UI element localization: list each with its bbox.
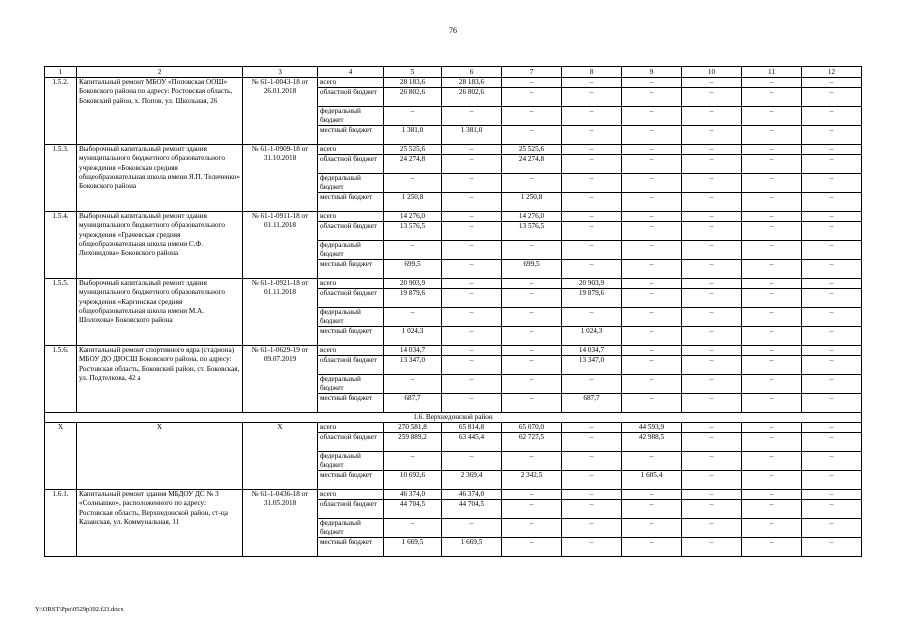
value-cell: 19 879,6 bbox=[562, 289, 622, 308]
value-cell: – bbox=[442, 107, 502, 126]
column-header: 3 bbox=[243, 67, 318, 78]
value-cell: – bbox=[742, 222, 802, 241]
value-cell: – bbox=[682, 279, 742, 289]
value-cell: – bbox=[802, 155, 862, 174]
value-cell: – bbox=[742, 260, 802, 279]
value-cell: 44 704,5 bbox=[384, 500, 442, 519]
value-cell: – bbox=[622, 241, 682, 260]
item-description: Капитальный ремонт МБОУ «Поповская ООШ» Боковского района по адресу: Ростовская область, Боковский район, х. Попов, ул. Школьная, 26 bbox=[77, 78, 243, 145]
item-doc-ref: № 61-1-0043-18 от 26.01.2018 bbox=[243, 78, 318, 145]
value-cell: – bbox=[682, 241, 742, 260]
value-cell: – bbox=[502, 279, 562, 289]
item-number: 1.5.3. bbox=[45, 145, 77, 212]
value-cell: 25 525,6 bbox=[384, 145, 442, 155]
value-cell: – bbox=[742, 375, 802, 394]
value-cell: – bbox=[442, 327, 502, 346]
value-cell: – bbox=[802, 212, 862, 222]
budget-label: всего bbox=[318, 279, 384, 289]
value-cell: – bbox=[802, 241, 862, 260]
column-header: 1 bbox=[45, 67, 77, 78]
value-cell: – bbox=[682, 327, 742, 346]
value-cell: – bbox=[742, 145, 802, 155]
value-cell: – bbox=[562, 519, 622, 538]
value-cell: – bbox=[742, 174, 802, 193]
value-cell: – bbox=[742, 308, 802, 327]
value-cell: – bbox=[682, 222, 742, 241]
value-cell: – bbox=[502, 356, 562, 375]
value-cell: – bbox=[682, 394, 742, 413]
value-cell: – bbox=[622, 394, 682, 413]
column-header: 12 bbox=[802, 67, 862, 78]
item-doc-ref: № 61-1-0909-18 от 31.10.2018 bbox=[243, 145, 318, 212]
budget-label: федеральный бюджет bbox=[318, 107, 384, 126]
value-cell: – bbox=[622, 356, 682, 375]
x-marker: Х bbox=[77, 423, 243, 490]
value-cell: – bbox=[562, 212, 622, 222]
item-number: 1.5.5. bbox=[45, 279, 77, 346]
table-row bbox=[45, 212, 862, 222]
value-cell: – bbox=[622, 174, 682, 193]
item-description: Выборочный капитальный ремонт здания муниципального бюджетного образовательного учреждения «Боковская средняя общеобразовательная школа имени Я.П. Теличенко» Боковского района bbox=[77, 145, 243, 212]
value-cell: – bbox=[442, 212, 502, 222]
value-cell: – bbox=[742, 155, 802, 174]
footer-path: Y:\ORST\Ppo\0529p392.f23.docx bbox=[35, 606, 124, 613]
value-cell: – bbox=[622, 145, 682, 155]
item-number: 1.5.6. bbox=[45, 346, 77, 413]
value-cell: – bbox=[802, 126, 862, 145]
value-cell: – bbox=[384, 375, 442, 394]
value-cell: – bbox=[742, 88, 802, 107]
column-header: 10 bbox=[682, 67, 742, 78]
budget-label: всего bbox=[318, 346, 384, 356]
value-cell: – bbox=[802, 88, 862, 107]
value-cell: – bbox=[442, 193, 502, 212]
value-cell: – bbox=[562, 241, 622, 260]
value-cell: – bbox=[682, 126, 742, 145]
value-cell: – bbox=[802, 471, 862, 490]
budget-label: местный бюджет bbox=[318, 126, 384, 145]
value-cell: – bbox=[622, 107, 682, 126]
value-cell: – bbox=[384, 519, 442, 538]
value-cell: 13 347,0 bbox=[562, 356, 622, 375]
budget-label: всего bbox=[318, 78, 384, 88]
budget-label: всего bbox=[318, 490, 384, 500]
value-cell: – bbox=[682, 500, 742, 519]
value-cell: 2 342,5 bbox=[502, 471, 562, 490]
value-cell: – bbox=[742, 433, 802, 452]
value-cell: – bbox=[502, 241, 562, 260]
value-cell: – bbox=[442, 145, 502, 155]
value-cell: 28 183,6 bbox=[384, 78, 442, 88]
budget-label: федеральный бюджет bbox=[318, 174, 384, 193]
value-cell: – bbox=[742, 279, 802, 289]
value-cell: – bbox=[502, 490, 562, 500]
value-cell: – bbox=[442, 346, 502, 356]
budget-label: местный бюджет bbox=[318, 394, 384, 413]
value-cell: – bbox=[622, 452, 682, 471]
value-cell: – bbox=[502, 308, 562, 327]
value-cell: – bbox=[622, 212, 682, 222]
value-cell: – bbox=[502, 519, 562, 538]
value-cell: 1 250,8 bbox=[384, 193, 442, 212]
value-cell: – bbox=[802, 346, 862, 356]
value-cell: 270 581,8 bbox=[384, 423, 442, 433]
value-cell: – bbox=[442, 260, 502, 279]
value-cell: – bbox=[802, 308, 862, 327]
value-cell: – bbox=[682, 490, 742, 500]
value-cell: – bbox=[442, 279, 502, 289]
value-cell: – bbox=[742, 289, 802, 308]
value-cell: – bbox=[622, 193, 682, 212]
value-cell: – bbox=[622, 490, 682, 500]
value-cell: 1 250,8 bbox=[502, 193, 562, 212]
value-cell: 46 374,0 bbox=[442, 490, 502, 500]
value-cell: – bbox=[562, 78, 622, 88]
column-header: 11 bbox=[742, 67, 802, 78]
budget-label: федеральный бюджет bbox=[318, 375, 384, 394]
value-cell: – bbox=[742, 490, 802, 500]
value-cell: 28 183,6 bbox=[442, 78, 502, 88]
value-cell: – bbox=[742, 356, 802, 375]
value-cell: – bbox=[802, 394, 862, 413]
value-cell: – bbox=[682, 375, 742, 394]
value-cell: 42 988,5 bbox=[622, 433, 682, 452]
value-cell: 20 903,9 bbox=[562, 279, 622, 289]
value-cell: – bbox=[622, 500, 682, 519]
value-cell: – bbox=[562, 155, 622, 174]
budget-label: федеральный бюджет bbox=[318, 241, 384, 260]
budget-label: областной бюджет bbox=[318, 433, 384, 452]
value-cell: – bbox=[802, 490, 862, 500]
value-cell: – bbox=[622, 126, 682, 145]
value-cell: – bbox=[622, 327, 682, 346]
budget-label: местный бюджет bbox=[318, 260, 384, 279]
value-cell: 13 576,5 bbox=[384, 222, 442, 241]
value-cell: – bbox=[802, 260, 862, 279]
value-cell: – bbox=[384, 308, 442, 327]
value-cell: 1 381,0 bbox=[384, 126, 442, 145]
value-cell: – bbox=[682, 308, 742, 327]
value-cell: – bbox=[682, 174, 742, 193]
budget-label: областной бюджет bbox=[318, 88, 384, 107]
item-number: 1.6.1. bbox=[45, 490, 77, 557]
value-cell: – bbox=[802, 279, 862, 289]
x-marker: Х bbox=[243, 423, 318, 490]
value-cell: – bbox=[502, 500, 562, 519]
value-cell: – bbox=[682, 471, 742, 490]
section-row bbox=[45, 413, 862, 423]
value-cell: – bbox=[384, 107, 442, 126]
table-row bbox=[45, 145, 862, 155]
value-cell: 699,5 bbox=[384, 260, 442, 279]
column-header: 5 bbox=[384, 67, 442, 78]
value-cell: 14 276,0 bbox=[502, 212, 562, 222]
value-cell: – bbox=[802, 452, 862, 471]
value-cell: – bbox=[742, 452, 802, 471]
value-cell: – bbox=[802, 356, 862, 375]
value-cell: 20 903,9 bbox=[384, 279, 442, 289]
value-cell: – bbox=[742, 212, 802, 222]
column-header: 8 bbox=[562, 67, 622, 78]
value-cell: – bbox=[562, 500, 622, 519]
value-cell: – bbox=[562, 452, 622, 471]
item-doc-ref: № 61-1-0921-18 от 01.11.2018 bbox=[243, 279, 318, 346]
value-cell: – bbox=[442, 394, 502, 413]
value-cell: – bbox=[802, 500, 862, 519]
value-cell: – bbox=[442, 241, 502, 260]
value-cell: 44 593,9 bbox=[622, 423, 682, 433]
value-cell: – bbox=[502, 452, 562, 471]
value-cell: 65 814,8 bbox=[442, 423, 502, 433]
value-cell: – bbox=[502, 346, 562, 356]
value-cell: – bbox=[802, 174, 862, 193]
value-cell: – bbox=[622, 78, 682, 88]
value-cell: – bbox=[562, 471, 622, 490]
value-cell: 687,7 bbox=[384, 394, 442, 413]
value-cell: – bbox=[384, 452, 442, 471]
budget-label: местный бюджет bbox=[318, 327, 384, 346]
item-doc-ref: № 61-1-0629-19 от 09.07.2019 bbox=[243, 346, 318, 413]
value-cell: – bbox=[682, 193, 742, 212]
value-cell: – bbox=[502, 126, 562, 145]
value-cell: – bbox=[802, 423, 862, 433]
value-cell: – bbox=[682, 107, 742, 126]
value-cell: – bbox=[742, 346, 802, 356]
value-cell: – bbox=[622, 519, 682, 538]
value-cell: – bbox=[442, 519, 502, 538]
value-cell: 1 024,3 bbox=[562, 327, 622, 346]
value-cell: 699,5 bbox=[502, 260, 562, 279]
value-cell: – bbox=[742, 519, 802, 538]
value-cell: – bbox=[742, 78, 802, 88]
value-cell: – bbox=[562, 433, 622, 452]
column-header: 2 bbox=[77, 67, 243, 78]
budget-label: федеральный бюджет bbox=[318, 308, 384, 327]
value-cell: – bbox=[742, 471, 802, 490]
column-header: 4 bbox=[318, 67, 384, 78]
value-cell: – bbox=[562, 107, 622, 126]
value-cell: – bbox=[442, 308, 502, 327]
value-cell: 25 525,6 bbox=[502, 145, 562, 155]
table-row bbox=[45, 490, 862, 500]
value-cell: – bbox=[442, 222, 502, 241]
budget-label: областной бюджет bbox=[318, 289, 384, 308]
value-cell: 24 274,8 bbox=[384, 155, 442, 174]
value-cell: – bbox=[742, 538, 802, 557]
value-cell: – bbox=[742, 500, 802, 519]
value-cell: – bbox=[562, 260, 622, 279]
value-cell: – bbox=[682, 155, 742, 174]
value-cell: – bbox=[622, 289, 682, 308]
value-cell: – bbox=[562, 375, 622, 394]
value-cell: – bbox=[802, 145, 862, 155]
value-cell: 1 381,0 bbox=[442, 126, 502, 145]
value-cell: 26 802,6 bbox=[442, 88, 502, 107]
value-cell: – bbox=[384, 174, 442, 193]
value-cell: – bbox=[802, 538, 862, 557]
value-cell: – bbox=[442, 356, 502, 375]
value-cell: – bbox=[682, 519, 742, 538]
x-marker: Х bbox=[45, 423, 77, 490]
value-cell: – bbox=[802, 375, 862, 394]
value-cell: – bbox=[682, 356, 742, 375]
value-cell: – bbox=[562, 423, 622, 433]
value-cell: – bbox=[742, 107, 802, 126]
item-description: Выборочный капитальный ремонт здания муниципального бюджетного образовательного учреждения «Грачевская средняя общеобразовательная школа имени С.Ф. Лиховидова» Боковского района bbox=[77, 212, 243, 279]
value-cell: 259 889,2 bbox=[384, 433, 442, 452]
value-cell: – bbox=[742, 423, 802, 433]
value-cell: – bbox=[502, 375, 562, 394]
value-cell: – bbox=[622, 155, 682, 174]
value-cell: – bbox=[384, 241, 442, 260]
value-cell: 62 727,5 bbox=[502, 433, 562, 452]
item-doc-ref: № 61-1-0436-18 от 31.05.2018 bbox=[243, 490, 318, 557]
value-cell: 19 879,6 bbox=[384, 289, 442, 308]
value-cell: 14 034,7 bbox=[384, 346, 442, 356]
budget-label: областной бюджет bbox=[318, 500, 384, 519]
budget-label: областной бюджет bbox=[318, 155, 384, 174]
value-cell: 65 070,0 bbox=[502, 423, 562, 433]
value-cell: 1 669,5 bbox=[384, 538, 442, 557]
value-cell: – bbox=[622, 538, 682, 557]
value-cell: 10 692,6 bbox=[384, 471, 442, 490]
item-description: Выборочный капитальный ремонт здания муниципального бюджетного образовательного учреждения «Каргинская средняя общеобразовательная школа имени М.А. Шолохова» Боковского района bbox=[77, 279, 243, 346]
value-cell: – bbox=[562, 490, 622, 500]
value-cell: – bbox=[742, 193, 802, 212]
value-cell: – bbox=[682, 289, 742, 308]
value-cell: – bbox=[622, 375, 682, 394]
value-cell: – bbox=[802, 78, 862, 88]
table-row bbox=[45, 279, 862, 289]
value-cell: – bbox=[502, 538, 562, 557]
value-cell: – bbox=[442, 452, 502, 471]
value-cell: 24 274,8 bbox=[502, 155, 562, 174]
value-cell: – bbox=[562, 145, 622, 155]
item-description: Капитальный ремонт спортивного ядра (стадиона) МБОУ ДО ДЮСШ Боковского района, по адресу: Ростовская область, Боковский район, ст. Боковская, ул. Подтелкова, 42 а bbox=[77, 346, 243, 413]
value-cell: – bbox=[502, 327, 562, 346]
value-cell: – bbox=[502, 289, 562, 308]
value-cell: – bbox=[502, 174, 562, 193]
value-cell: 687,7 bbox=[562, 394, 622, 413]
value-cell: – bbox=[622, 222, 682, 241]
value-cell: – bbox=[802, 327, 862, 346]
column-header: 6 bbox=[442, 67, 502, 78]
value-cell: 13 347,0 bbox=[384, 356, 442, 375]
budget-label: всего bbox=[318, 212, 384, 222]
value-cell: – bbox=[622, 308, 682, 327]
value-cell: 1 605,4 bbox=[622, 471, 682, 490]
section-title: 1.6. Верхнедонской район bbox=[45, 413, 862, 423]
value-cell: – bbox=[442, 289, 502, 308]
table-row bbox=[45, 78, 862, 88]
budget-label: местный бюджет bbox=[318, 193, 384, 212]
value-cell: – bbox=[802, 193, 862, 212]
value-cell: – bbox=[442, 375, 502, 394]
value-cell: – bbox=[502, 88, 562, 107]
value-cell: – bbox=[802, 289, 862, 308]
table-row bbox=[45, 423, 862, 433]
value-cell: 2 369,4 bbox=[442, 471, 502, 490]
value-cell: 1 669,5 bbox=[442, 538, 502, 557]
header-row bbox=[45, 67, 862, 78]
value-cell: – bbox=[742, 241, 802, 260]
budget-label: местный бюджет bbox=[318, 538, 384, 557]
value-cell: – bbox=[682, 346, 742, 356]
value-cell: 1 024,3 bbox=[384, 327, 442, 346]
value-cell: – bbox=[682, 452, 742, 471]
budget-label: федеральный бюджет bbox=[318, 452, 384, 471]
value-cell: – bbox=[562, 308, 622, 327]
value-cell: – bbox=[442, 155, 502, 174]
item-number: 1.5.2. bbox=[45, 78, 77, 145]
budget-table bbox=[44, 66, 862, 557]
budget-label: всего bbox=[318, 145, 384, 155]
value-cell: – bbox=[682, 78, 742, 88]
value-cell: – bbox=[562, 222, 622, 241]
item-doc-ref: № 61-1-0911-18 от 01.11.2018 bbox=[243, 212, 318, 279]
value-cell: – bbox=[682, 88, 742, 107]
budget-label: областной бюджет bbox=[318, 356, 384, 375]
value-cell: – bbox=[682, 538, 742, 557]
value-cell: – bbox=[802, 433, 862, 452]
column-header: 7 bbox=[502, 67, 562, 78]
budget-label: федеральный бюджет bbox=[318, 519, 384, 538]
value-cell: – bbox=[562, 126, 622, 145]
item-number: 1.5.4. bbox=[45, 212, 77, 279]
value-cell: – bbox=[682, 433, 742, 452]
item-description: Капитальный ремонт здания МБДОУ ДС № 3 «Солнышко», расположенного по адресу: Ростовская область, Верхнедонской район, ст-ца Казанская, ул. Коммунальная, 11 bbox=[77, 490, 243, 557]
budget-label: областной бюджет bbox=[318, 222, 384, 241]
value-cell: 13 576,5 bbox=[502, 222, 562, 241]
value-cell: 44 704,5 bbox=[442, 500, 502, 519]
value-cell: – bbox=[622, 88, 682, 107]
value-cell: – bbox=[742, 394, 802, 413]
column-header: 9 bbox=[622, 67, 682, 78]
value-cell: – bbox=[622, 279, 682, 289]
budget-label: всего bbox=[318, 423, 384, 433]
value-cell: – bbox=[742, 327, 802, 346]
value-cell: – bbox=[802, 519, 862, 538]
value-cell: – bbox=[502, 394, 562, 413]
value-cell: 14 034,7 bbox=[562, 346, 622, 356]
value-cell: – bbox=[502, 78, 562, 88]
value-cell: – bbox=[562, 193, 622, 212]
budget-label: местный бюджет bbox=[318, 471, 384, 490]
value-cell: – bbox=[562, 174, 622, 193]
value-cell: – bbox=[802, 222, 862, 241]
value-cell: – bbox=[442, 174, 502, 193]
value-cell: – bbox=[622, 346, 682, 356]
value-cell: – bbox=[562, 538, 622, 557]
value-cell: – bbox=[682, 212, 742, 222]
page-number: 76 bbox=[449, 26, 457, 35]
value-cell: – bbox=[562, 88, 622, 107]
value-cell: 14 276,0 bbox=[384, 212, 442, 222]
value-cell: 26 802,6 bbox=[384, 88, 442, 107]
value-cell: – bbox=[502, 107, 562, 126]
table-row bbox=[45, 346, 862, 356]
value-cell: – bbox=[802, 107, 862, 126]
value-cell: – bbox=[682, 423, 742, 433]
value-cell: – bbox=[622, 260, 682, 279]
value-cell: 63 445,4 bbox=[442, 433, 502, 452]
value-cell: – bbox=[682, 145, 742, 155]
value-cell: – bbox=[742, 126, 802, 145]
value-cell: – bbox=[682, 260, 742, 279]
value-cell: 46 374,0 bbox=[384, 490, 442, 500]
